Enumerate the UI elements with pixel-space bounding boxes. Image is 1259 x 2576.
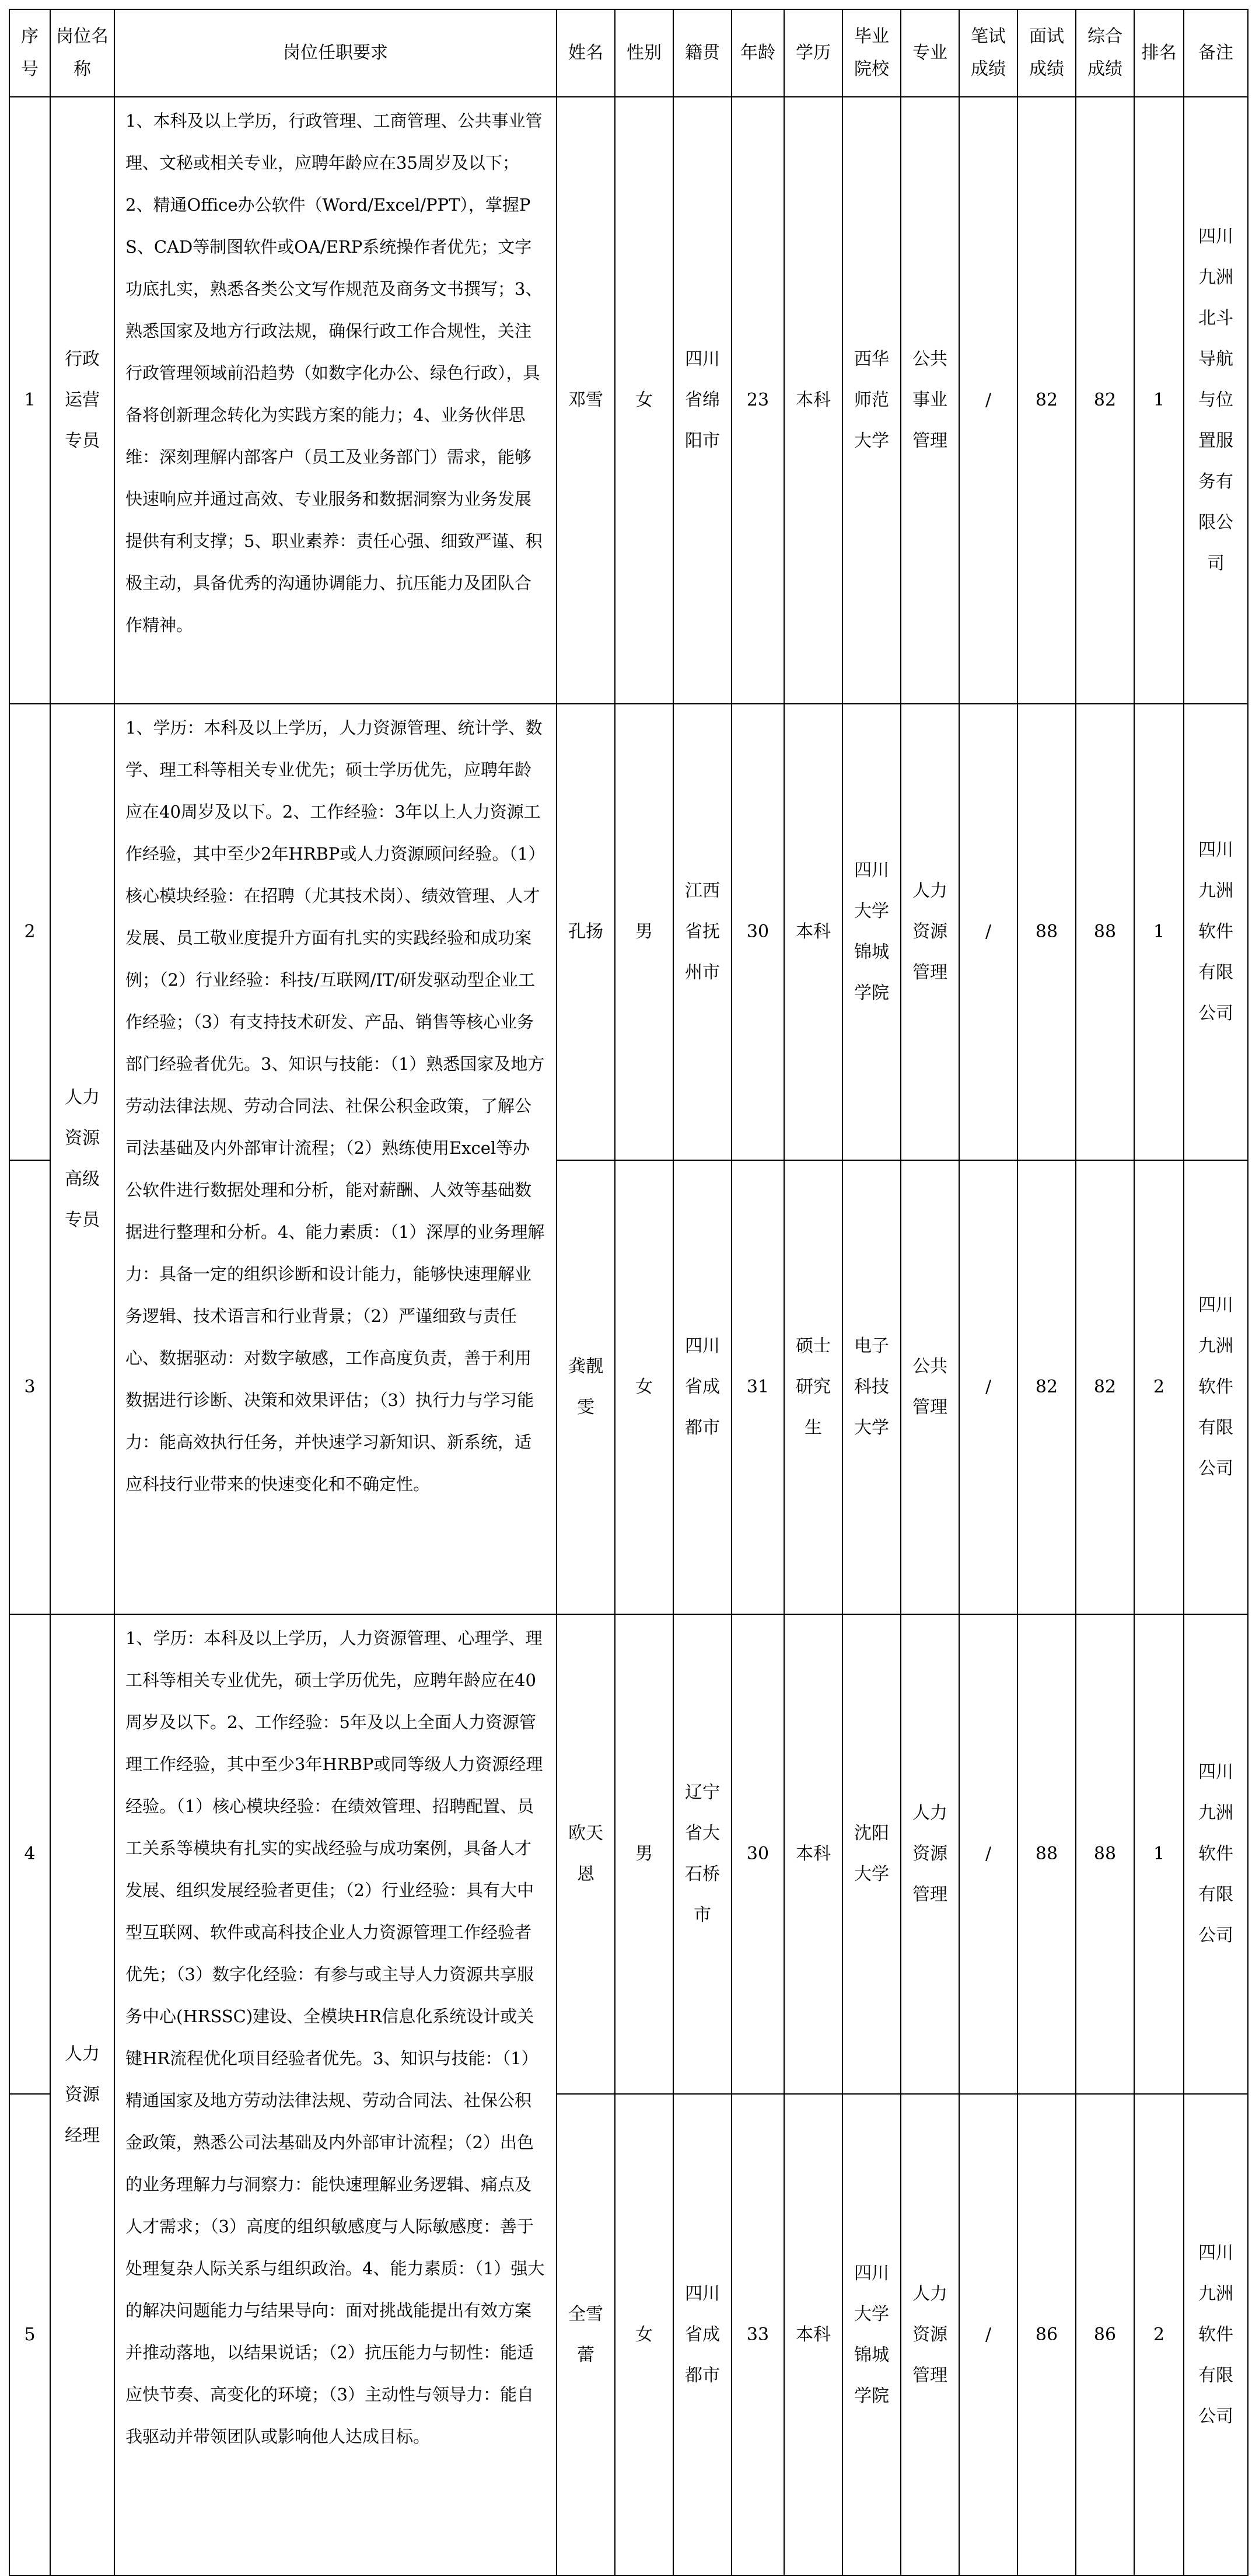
- total-score-cell: 88: [1076, 704, 1134, 1160]
- header-native: 籍贯: [673, 9, 732, 97]
- header-interview: 面试成绩: [1017, 9, 1076, 97]
- name-cell: 邓雪: [557, 97, 615, 704]
- education-cell: 本科: [784, 2094, 842, 2575]
- seq-cell: 2: [9, 704, 50, 1160]
- native-cell: 江西省抚州市: [673, 704, 732, 1160]
- major-cell: 公共事业管理: [901, 97, 959, 704]
- name-cell: 全雪蕾: [557, 2094, 615, 2575]
- native-cell: 辽宁省大石桥市: [673, 1614, 732, 2094]
- rank-cell: 1: [1134, 704, 1184, 1160]
- recruitment-results-table: [9, 9, 1248, 2576]
- header-total: 综合成绩: [1076, 9, 1134, 97]
- gender-cell: 女: [615, 97, 673, 704]
- header-requirements: 岗位任职要求: [114, 9, 557, 97]
- header-name: 姓名: [557, 9, 615, 97]
- interview-score-cell: 86: [1017, 2094, 1076, 2575]
- major-cell: 公共管理: [901, 1160, 959, 1614]
- header-gender: 性别: [615, 9, 673, 97]
- remark-cell: 四川九洲软件有限公司: [1184, 1614, 1248, 2094]
- major-cell: 人力资源管理: [901, 704, 959, 1160]
- age-cell: 23: [732, 97, 784, 704]
- name-cell: 孔扬: [557, 704, 615, 1160]
- rank-cell: 2: [1134, 2094, 1184, 2575]
- native-cell: 四川省成都市: [673, 2094, 732, 2575]
- education-cell: 硕士研究生: [784, 1160, 842, 1614]
- requirements-cell: 1、学历：本科及以上学历，人力资源管理、统计学、数学、理工科等相关专业优先；硕士学历优先，应聘年龄应在40周岁及以下。2、工作经验：3年以上人力资源工作经验，其中至少2年HRBP或人力资源顾问经验。（1）核心模块经验：在招聘（尤其技术岗）、绩效管理、人才发展、员工敬业度提升方面有扎实的实践经验和成功案例；（2）行业经验：科技/互联网/IT/研发驱动型企业工作经验；（3）有支持技术研发、产品、销售等核心业务部门经验者优先。3、知识与技能：（1）熟悉国家及地方劳动法律法规、劳动合同法、社保公积金政策，了解公司法基础及内外部审计流程；（2）熟练使用Excel等办公软件进行数据处理和分析，能对薪酬、人效等基础数据进行整理和分析。4、能力素质：（1）深厚的业务理解力：具备一定的组织诊断和设计能力，能够快速理解业务逻辑、技术语言和行业背景；（2）严谨细致与责任心、数据驱动：对数字敏感，工作高度负责，善于利用数据进行诊断、决策和效果评估；（3）执行力与学习能力：能高效执行任务，并快速学习新知识、新系统，适应科技行业带来的快速变化和不确定性。: [114, 704, 557, 1614]
- rank-cell: 2: [1134, 1160, 1184, 1614]
- remark-cell: 四川九洲软件有限公司: [1184, 1160, 1248, 1614]
- native-cell: 四川省成都市: [673, 1160, 732, 1614]
- interview-score-cell: 88: [1017, 1614, 1076, 2094]
- header-age: 年龄: [732, 9, 784, 97]
- education-cell: 本科: [784, 1614, 842, 2094]
- name-cell: 龚靓雯: [557, 1160, 615, 1614]
- table-row: [9, 1614, 1248, 2094]
- gender-cell: 女: [615, 2094, 673, 2575]
- seq-cell: 1: [9, 97, 50, 704]
- name-cell: 欧天恩: [557, 1614, 615, 2094]
- school-cell: 沈阳大学: [842, 1614, 901, 2094]
- rank-cell: 1: [1134, 1614, 1184, 2094]
- seq-cell: 5: [9, 2094, 50, 2575]
- school-cell: 四川大学锦城学院: [842, 704, 901, 1160]
- position-cell: 人力资源高级专员: [50, 704, 114, 1614]
- header-remark: 备注: [1184, 9, 1248, 97]
- position-cell: 行政运营专员: [50, 97, 114, 704]
- school-cell: 电子科技大学: [842, 1160, 901, 1614]
- gender-cell: 男: [615, 1614, 673, 2094]
- header-position: 岗位名称: [50, 9, 114, 97]
- total-score-cell: 82: [1076, 1160, 1134, 1614]
- education-cell: 本科: [784, 704, 842, 1160]
- written-score-cell: /: [959, 1160, 1017, 1614]
- written-score-cell: /: [959, 2094, 1017, 2575]
- remark-cell: 四川九洲北斗导航与位置服务有限公司: [1184, 97, 1248, 704]
- total-score-cell: 88: [1076, 1614, 1134, 2094]
- interview-score-cell: 88: [1017, 704, 1076, 1160]
- interview-score-cell: 82: [1017, 97, 1076, 704]
- written-score-cell: /: [959, 97, 1017, 704]
- requirements-cell: 1、本科及以上学历，行政管理、工商管理、公共事业管理、文秘或相关专业，应聘年龄应在35周岁及以下；2、精通Office办公软件（Word/Excel/PPT），掌握PS、CAD等制图软件或OA/ERP系统操作者优先；文字功底扎实，熟悉各类公文写作规范及商务文书撰写；3、熟悉国家及地方行政法规，确保行政工作合规性，关注行政管理领域前沿趋势（如数字化办公、绿色行政），具备将创新理念转化为实践方案的能力；4、业务伙伴思维：深刻理解内部客户（员工及业务部门）需求，能够快速响应并通过高效、专业服务和数据洞察为业务发展提供有利支撑；5、职业素养：责任心强、细致严谨、积极主动，具备优秀的沟通协调能力、抗压能力及团队合作精神。: [114, 97, 557, 704]
- native-cell: 四川省绵阳市: [673, 97, 732, 704]
- header-school: 毕业院校: [842, 9, 901, 97]
- header-seq: 序号: [9, 9, 50, 97]
- seq-cell: 4: [9, 1614, 50, 2094]
- education-cell: 本科: [784, 97, 842, 704]
- major-cell: 人力资源管理: [901, 2094, 959, 2575]
- rank-cell: 1: [1134, 97, 1184, 704]
- header-major: 专业: [901, 9, 959, 97]
- age-cell: 31: [732, 1160, 784, 1614]
- position-cell: 人力资源经理: [50, 1614, 114, 2575]
- interview-score-cell: 82: [1017, 1160, 1076, 1614]
- remark-cell: 四川九洲软件有限公司: [1184, 704, 1248, 1160]
- header-rank: 排名: [1134, 9, 1184, 97]
- gender-cell: 女: [615, 1160, 673, 1614]
- remark-cell: 四川九洲软件有限公司: [1184, 2094, 1248, 2575]
- table-row: [9, 97, 1248, 704]
- header-row: [9, 9, 1248, 97]
- total-score-cell: 82: [1076, 97, 1134, 704]
- major-cell: 人力资源管理: [901, 1614, 959, 2094]
- gender-cell: 男: [615, 704, 673, 1160]
- age-cell: 33: [732, 2094, 784, 2575]
- seq-cell: 3: [9, 1160, 50, 1614]
- written-score-cell: /: [959, 704, 1017, 1160]
- table-row: [9, 704, 1248, 1160]
- total-score-cell: 86: [1076, 2094, 1134, 2575]
- header-education: 学历: [784, 9, 842, 97]
- age-cell: 30: [732, 704, 784, 1160]
- school-cell: 四川大学锦城学院: [842, 2094, 901, 2575]
- school-cell: 西华师范大学: [842, 97, 901, 704]
- age-cell: 30: [732, 1614, 784, 2094]
- header-written: 笔试成绩: [959, 9, 1017, 97]
- written-score-cell: /: [959, 1614, 1017, 2094]
- requirements-cell: 1、学历：本科及以上学历，人力资源管理、心理学、理工科等相关专业优先，硕士学历优先，应聘年龄应在40周岁及以下。2、工作经验：5年及以上全面人力资源管理工作经验，其中至少3年HRBP或同等级人力资源经理经验。（1）核心模块经验：在绩效管理、招聘配置、员工关系等模块有扎实的实战经验与成功案例，具备人才发展、组织发展经验者更佳；（2）行业经验：具有大中型互联网、软件或高科技企业人力资源管理工作经验者优先；（3）数字化经验：有参与或主导人力资源共享服务中心(HRSSC)建设、全模块HR信息化系统设计或关键HR流程优化项目经验者优先。3、知识与技能：（1）精通国家及地方劳动法律法规、劳动合同法、社保公积金政策，熟悉公司法基础及内外部审计流程；（2）出色的业务理解力与洞察力：能快速理解业务逻辑、痛点及人才需求；（3）高度的组织敏感度与人际敏感度：善于处理复杂人际关系与组织政治。4、能力素质：（1）强大的解决问题能力与结果导向：面对挑战能提出有效方案并推动落地，以结果说话；（2）抗压能力与韧性：能适应快节奏、高变化的环境；（3）主动性与领导力：能自我驱动并带领团队或影响他人达成目标。: [114, 1614, 557, 2575]
